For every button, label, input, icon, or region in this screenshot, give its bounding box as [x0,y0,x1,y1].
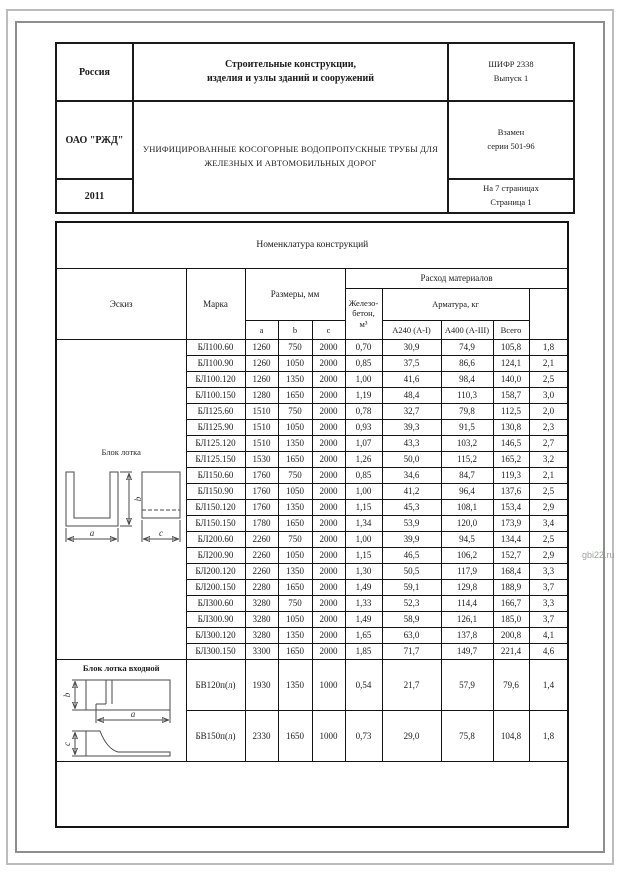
cell-mass: 2,0 [529,403,568,419]
pagination-line1: На 7 страницах [483,183,539,194]
cell-mark: БЛ150.150 [186,515,245,531]
cell-concrete: 1,26 [345,451,382,467]
cell-mark: БЛ300.60 [186,595,245,611]
group-label: Блок лотка [101,446,141,457]
cell-b: 1350 [278,435,312,451]
cell-a400: 117,9 [441,563,493,579]
cell-a400: 96,4 [441,483,493,499]
col-header-mark: Марка [186,268,245,339]
cell-a400: 84,7 [441,467,493,483]
cell-b: 1650 [278,643,312,659]
col-header-concrete [345,288,382,339]
svg-text:c: c [159,527,164,538]
cell-concrete: 1,49 [345,611,382,627]
cell-a: 1760 [245,483,278,499]
cell-a: 2330 [245,710,278,761]
cell-mark: БВ120п(л) [186,659,245,710]
svg-text:b: b [133,496,144,501]
cell-mass: 2,7 [529,435,568,451]
cell-c: 2000 [312,403,345,419]
cell-mark: БЛ300.90 [186,611,245,627]
cell-a240: 63,0 [382,627,441,643]
pagination-line2: Страница 1 [490,197,532,207]
cell-a: 1510 [245,435,278,451]
title-block [55,42,575,214]
cell-b: 1650 [278,451,312,467]
cell-concrete: 1,00 [345,483,382,499]
cell-mass: 2,1 [529,355,568,371]
cell-total: 158,7 [493,387,529,403]
cell-c: 2000 [312,499,345,515]
cell-b: 1350 [278,499,312,515]
cell-a: 3280 [245,611,278,627]
cell-a: 2260 [245,547,278,563]
cell-mark: БЛ100.60 [186,339,245,355]
cell-mark: БЛ125.120 [186,435,245,451]
cell-a400: 129,8 [441,579,493,595]
main-table-body [56,222,568,827]
sketch-cell [56,339,186,659]
cell-concrete: 1,49 [345,579,382,595]
cell-total: 188,9 [493,579,529,595]
cell-b: 1050 [278,483,312,499]
cell-a240: 59,1 [382,579,441,595]
cell-concrete: 1,15 [345,547,382,563]
cell-a240: 39,9 [382,531,441,547]
cell-b: 750 [278,595,312,611]
cell-total: 130,8 [493,419,529,435]
cell-mass: 3,3 [529,595,568,611]
cell-total: 152,7 [493,547,529,563]
cell-b: 1050 [278,611,312,627]
cell-total: 137,6 [493,483,529,499]
cell-mass: 2,9 [529,547,568,563]
cell-a240: 37,5 [382,355,441,371]
cell-a400: 110,3 [441,387,493,403]
cell-total: 146,5 [493,435,529,451]
cell-concrete: 0,93 [345,419,382,435]
cell-total: 79,6 [493,659,529,710]
cell-concrete: 1,85 [345,643,382,659]
cell-b: 1650 [278,579,312,595]
cell-mass: 4,6 [529,643,568,659]
cell-a400: 115,2 [441,451,493,467]
cell-b: 1050 [278,355,312,371]
cell-mark: БЛ200.120 [186,563,245,579]
cell-a: 1280 [245,387,278,403]
cell-a: 1530 [245,451,278,467]
cell-c: 2000 [312,627,345,643]
cell-a240: 45,3 [382,499,441,515]
svg-text:c: c [62,742,73,746]
inlet-block-drawing [58,677,184,759]
sketch-block-lotka [57,447,186,552]
cell-a: 1780 [245,515,278,531]
cell-mass: 2,5 [529,371,568,387]
concrete-line3: м³ [359,318,368,329]
organization-label: ОАО "РЖД" [56,101,133,179]
cell-concrete: 0,85 [345,355,382,371]
cell-mark: БЛ125.60 [186,403,245,419]
col-header-dim-b: b [278,320,312,339]
cell-mark: БЛ300.150 [186,643,245,659]
cell-a: 2260 [245,563,278,579]
cell-total: 105,8 [493,339,529,355]
col-header-dim-a: a [245,320,278,339]
cell-a240: 39,3 [382,419,441,435]
cell-a: 1260 [245,355,278,371]
cell-a240: 48,4 [382,387,441,403]
cell-a400: 57,9 [441,659,493,710]
cell-a240: 53,9 [382,515,441,531]
cell-a400: 149,7 [441,643,493,659]
cell-c: 2000 [312,531,345,547]
cell-b: 1650 [278,710,312,761]
col-header-sketch: Эскиз [56,268,186,339]
cell-a400: 126,1 [441,611,493,627]
cell-a: 2260 [245,531,278,547]
cell-total: 166,7 [493,595,529,611]
cell-mark: БЛ100.150 [186,387,245,403]
cell-a: 1260 [245,339,278,355]
cell-mass: 3,3 [529,563,568,579]
col-header-dim-c: c [312,320,345,339]
cell-a240: 21,7 [382,659,441,710]
group-label: Блок лотка входной [82,663,160,673]
cell-c: 2000 [312,563,345,579]
cell-mark: БЛ200.150 [186,579,245,595]
cell-a400: 91,5 [441,419,493,435]
cell-mark: БЛ100.90 [186,355,245,371]
nomenclature-table [55,221,569,828]
cell-mass: 1,8 [529,339,568,355]
cell-a240: 71,7 [382,643,441,659]
cell-concrete: 1,33 [345,595,382,611]
cell-mass: 2,1 [529,467,568,483]
cell-mass: 1,4 [529,659,568,710]
cell-a: 1510 [245,403,278,419]
cell-b: 750 [278,339,312,355]
concrete-line2: бетон, [352,308,375,319]
cell-a400: 103,2 [441,435,493,451]
cell-a400: 108,1 [441,499,493,515]
cell-b: 1350 [278,659,312,710]
cell-c: 2000 [312,387,345,403]
cell-a400: 75,8 [441,710,493,761]
cell-concrete: 1,30 [345,563,382,579]
cell-c: 2000 [312,611,345,627]
cell-a240: 52,3 [382,595,441,611]
cell-a: 2280 [245,579,278,595]
cell-concrete: 1,00 [345,371,382,387]
cell-mass: 2,3 [529,419,568,435]
cell-c: 2000 [312,371,345,387]
cell-total: 112,5 [493,403,529,419]
cell-mark: БЛ100.120 [186,371,245,387]
cell-total: 200,8 [493,627,529,643]
cell-a240: 41,6 [382,371,441,387]
cell-c: 2000 [312,547,345,563]
cipher-cell [448,43,574,101]
cell-a: 1510 [245,419,278,435]
cell-b: 1650 [278,515,312,531]
cell-c: 1000 [312,710,345,761]
cell-b: 750 [278,467,312,483]
series-title [133,43,448,101]
cell-mass: 2,5 [529,531,568,547]
cell-total: 119,3 [493,467,529,483]
cell-c: 2000 [312,483,345,499]
document-title-line1: УНИФИЦИРОВАННЫЕ КОСОГОРНЫЕ ВОДОПРОПУСКНЫЕ ТРУБЫ ДЛЯ [143,144,438,155]
col-header-materials: Расход материалов [345,268,568,288]
cell-b: 1050 [278,547,312,563]
cell-mass: 3,7 [529,611,568,627]
cell-concrete: 1,00 [345,531,382,547]
cell-a400: 120,0 [441,515,493,531]
cell-a: 3300 [245,643,278,659]
cell-a: 1930 [245,659,278,710]
cell-b: 1650 [278,387,312,403]
cell-mass: 2,5 [529,483,568,499]
replaces-cell [448,101,574,179]
series-title-line2: изделия и узлы зданий и сооружений [206,73,375,84]
cell-mark: БЛ200.90 [186,547,245,563]
table-row [56,339,568,355]
cell-a400: 106,2 [441,547,493,563]
svg-text:b: b [62,692,73,698]
cell-concrete: 1,07 [345,435,382,451]
cell-concrete: 1,15 [345,499,382,515]
cell-mass: 3,0 [529,387,568,403]
cell-a400: 114,4 [441,595,493,611]
cipher-line2: Выпуск 1 [493,73,529,83]
cell-c: 2000 [312,435,345,451]
cell-concrete: 1,34 [345,515,382,531]
cell-mass: 2,9 [529,499,568,515]
cell-total: 168,4 [493,563,529,579]
cell-a240: 41,2 [382,483,441,499]
cell-concrete: 1,19 [345,387,382,403]
cell-a240: 29,0 [382,710,441,761]
cell-mass: 3,4 [529,515,568,531]
cell-total: 140,0 [493,371,529,387]
cell-c: 2000 [312,419,345,435]
cell-c: 2000 [312,595,345,611]
cell-a400: 74,9 [441,339,493,355]
cell-a400: 79,8 [441,403,493,419]
cell-concrete: 0,54 [345,659,382,710]
cell-a240: 58,9 [382,611,441,627]
cell-mark: БЛ125.150 [186,451,245,467]
cell-total: 134,4 [493,531,529,547]
cell-a240: 46,5 [382,547,441,563]
cell-c: 2000 [312,355,345,371]
cell-mark: БЛ150.90 [186,483,245,499]
cell-total: 104,8 [493,710,529,761]
cell-c: 2000 [312,643,345,659]
channel-block-drawing [58,466,184,552]
cell-a240: 50,5 [382,563,441,579]
cell-mark: БЛ300.120 [186,627,245,643]
cell-a240: 43,3 [382,435,441,451]
cell-a400: 86,6 [441,355,493,371]
cell-b: 1350 [278,627,312,643]
replaces-line1: Взамен [497,127,525,138]
cell-mark: БВ150п(л) [186,710,245,761]
cell-a400: 98,4 [441,371,493,387]
cell-b: 1350 [278,371,312,387]
cell-concrete: 0,73 [345,710,382,761]
cell-c: 1000 [312,659,345,710]
cell-a240: 32,7 [382,403,441,419]
cell-a400: 94,5 [441,531,493,547]
document-title [133,101,448,213]
table-caption: Номенклатура конструкций [56,222,568,268]
cell-b: 1350 [278,563,312,579]
cell-mark: БЛ150.120 [186,499,245,515]
cell-a240: 34,6 [382,467,441,483]
cell-a: 1260 [245,371,278,387]
cell-total: 185,0 [493,611,529,627]
col-header-rebar: Арматура, кг [382,288,529,320]
cell-a240: 30,9 [382,339,441,355]
cell-mass: 3,2 [529,451,568,467]
cell-mass: 3,7 [529,579,568,595]
cell-mark: БЛ125.90 [186,419,245,435]
cell-total: 153,4 [493,499,529,515]
col-header-a400: А400 (А-III) [441,320,493,339]
document-title-line2: ЖЕЛЕЗНЫХ И АВТОМОБИЛЬНЫХ ДОРОГ [204,158,377,168]
cell-total: 165,2 [493,451,529,467]
empty-cell [56,761,568,827]
country-label: Россия [56,43,133,101]
cell-concrete: 1,65 [345,627,382,643]
concrete-line1: Железо- [348,298,379,309]
cell-a: 3280 [245,595,278,611]
cell-b: 750 [278,403,312,419]
table-row [56,659,568,710]
cell-concrete: 0,70 [345,339,382,355]
cell-c: 2000 [312,339,345,355]
pagination-cell [448,179,574,213]
cell-total: 221,4 [493,643,529,659]
cell-a: 1760 [245,499,278,515]
sketch-block-lotka-vkhodnoy [57,661,186,759]
cell-mass: 4,1 [529,627,568,643]
cell-c: 2000 [312,515,345,531]
cell-a240: 50,0 [382,451,441,467]
cell-c: 2000 [312,451,345,467]
cell-b: 750 [278,531,312,547]
replaces-line2: серии 501-96 [487,141,535,151]
cell-a400: 137,8 [441,627,493,643]
col-header-total: Всего [493,320,529,339]
cell-total: 124,1 [493,355,529,371]
cell-mass: 1,8 [529,710,568,761]
cell-mark: БЛ150.60 [186,467,245,483]
series-title-line1: Строительные конструкции, [224,58,357,70]
svg-text:a: a [90,527,95,538]
cipher-line1: ШИФР 2338 [488,59,534,70]
cell-mark: БЛ200.60 [186,531,245,547]
year-label: 2011 [56,179,133,213]
cell-a: 1760 [245,467,278,483]
svg-text:a: a [131,709,136,719]
watermark: gbi22.ru [582,550,615,560]
cell-b: 1050 [278,419,312,435]
empty-bottom-row [56,761,568,827]
cell-a: 3280 [245,627,278,643]
sketch-cell [56,659,186,761]
col-header-a240: А240 (А-I) [382,320,441,339]
cell-c: 2000 [312,579,345,595]
cell-concrete: 0,85 [345,467,382,483]
cell-total: 173,9 [493,515,529,531]
cell-c: 2000 [312,467,345,483]
cell-concrete: 0,78 [345,403,382,419]
col-header-dimensions: Размеры, мм [245,268,345,320]
